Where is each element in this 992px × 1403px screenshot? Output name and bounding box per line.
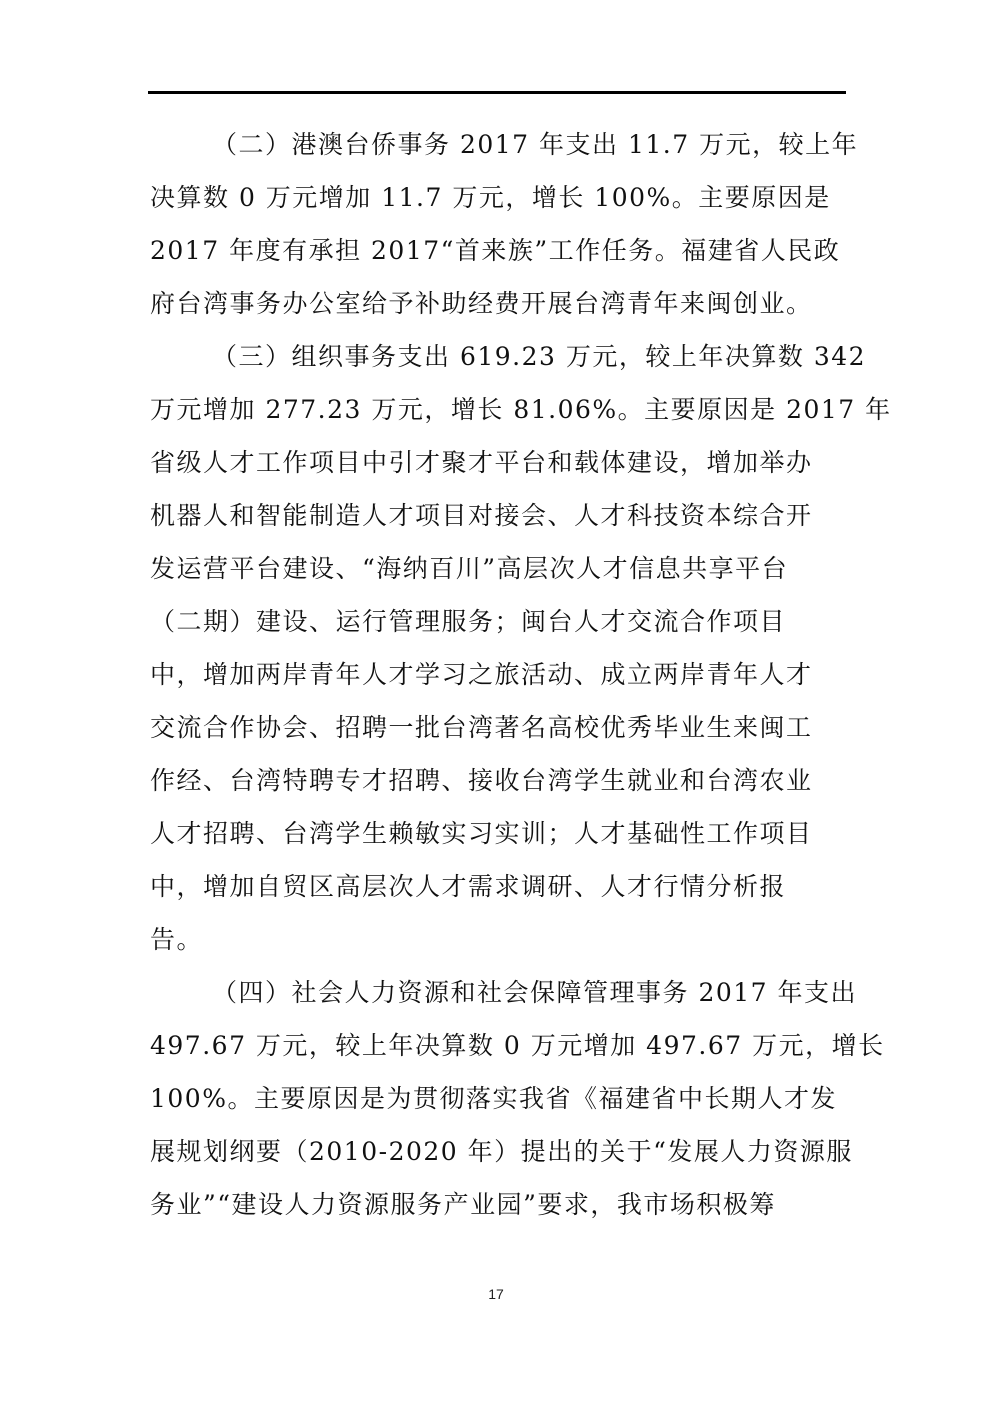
text-line: （三）组织事务支出 619.23 万元，较上年决算数 342: [212, 342, 867, 371]
text-line: 中，增加两岸青年人才学习之旅活动、成立两岸青年人才: [150, 660, 813, 689]
text-line: 告。: [150, 925, 204, 954]
text-line: 人才招聘、台湾学生赖敏实习实训；人才基础性工作项目: [150, 819, 813, 848]
text-line: 作经、台湾特聘专才招聘、接收台湾学生就业和台湾农业: [150, 766, 813, 795]
page-number: 17: [488, 1286, 504, 1302]
text-line: 决算数 0 万元增加 11.7 万元，增长 100%。主要原因是: [150, 183, 831, 212]
text-line: 发运营平台建设、“海纳百川”高层次人才信息共享平台: [150, 554, 789, 583]
text-line: 2017 年度有承担 2017“首来族”工作任务。福建省人民政: [150, 236, 841, 265]
text-line: 省级人才工作项目中引才聚才平台和载体建设，增加举办: [150, 448, 813, 477]
text-line: （四）社会人力资源和社会保障管理事务 2017 年支出: [212, 978, 858, 1007]
text-line: 中，增加自贸区高层次人才需求调研、人才行情分析报: [150, 872, 787, 901]
text-line: 100%。主要原因是为贯彻落实我省《福建省中长期人才发: [150, 1084, 837, 1113]
text-line: 机器人和智能制造人才项目对接会、人才科技资本综合开: [150, 501, 813, 530]
header-rule: [148, 91, 846, 94]
text-line: （二期）建设、运行管理服务；闽台人才交流合作项目: [150, 607, 787, 636]
text-line: 展规划纲要（2010-2020 年）提出的关于“发展人力资源服: [150, 1137, 853, 1166]
text-line: 府台湾事务办公室给予补助经费开展台湾青年来闽创业。: [150, 289, 813, 318]
text-line: （二）港澳台侨事务 2017 年支出 11.7 万元，较上年: [212, 130, 859, 159]
text-line: 497.67 万元，较上年决算数 0 万元增加 497.67 万元，增长: [150, 1031, 885, 1060]
text-line: 交流合作协会、招聘一批台湾著名高校优秀毕业生来闽工: [150, 713, 813, 742]
text-line: 务业”“建设人力资源服务产业园”要求，我市场积极筹: [150, 1190, 776, 1219]
text-line: 万元增加 277.23 万元，增长 81.06%。主要原因是 2017 年: [150, 395, 892, 424]
